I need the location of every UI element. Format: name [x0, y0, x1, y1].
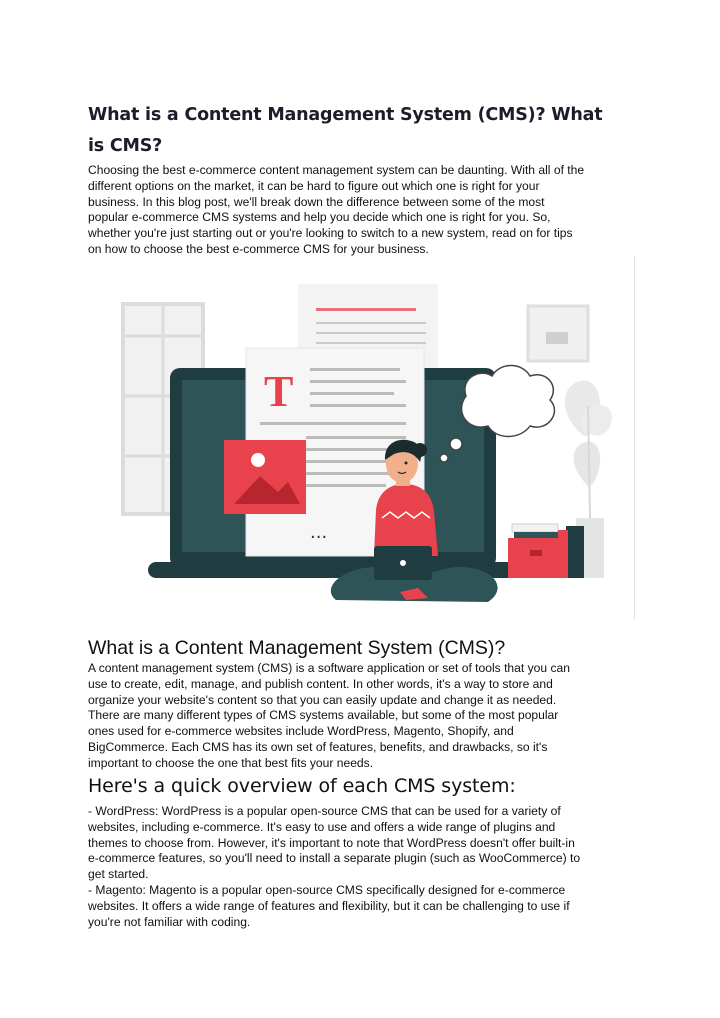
text-line: popular e-commerce CMS systems and help you decide which one is right for you. So,: [88, 210, 551, 225]
intro-paragraph: [88, 163, 648, 258]
section-paragraph: [88, 661, 648, 772]
text-line: BigCommerce. Each CMS has its own set of features, benefits, and drawbacks, so it's: [88, 739, 548, 754]
section-heading: What is a Content Management System (CMS)?: [88, 637, 506, 659]
files-box-icon: [508, 524, 584, 578]
text-line: There are many different types of CMS systems available, but some of the most popular: [88, 708, 559, 723]
image-card-icon: [224, 440, 306, 514]
text-line: A content management system (CMS) is a software application or set of tools that you can: [88, 661, 570, 675]
text-line: - WordPress: WordPress is a popular open-source CMS that can be used for a variety of: [88, 804, 561, 818]
text-line: different options on the market, it can be hard to figure out which one is right for your: [88, 178, 540, 193]
doc-letter: T: [264, 367, 294, 416]
title-line: is CMS?: [88, 136, 163, 156]
text-line: e-commerce features, so you'll need to install a separate plugin (such as WooCommerce) to: [88, 851, 581, 866]
article-title: [88, 100, 648, 162]
text-line: on how to choose the best e-commerce CMS for your business.: [88, 241, 429, 256]
text-line: websites, including e-commerce. It's easy to use and offers a wide range of plugins and: [88, 819, 556, 834]
text-line: important to choose the one that best fits your needs.: [88, 755, 374, 770]
text-line: get started.: [88, 867, 149, 882]
cms-illustration: [88, 256, 635, 620]
wall-frame-icon: [528, 306, 588, 361]
text-line: websites. It offers a wide range of features and flexibility, but it can be challenging to use if: [88, 898, 570, 913]
overview-heading: Here's a quick overview of each CMS system:: [88, 775, 516, 797]
text-line: whether you're just starting out or you're looking to switch to a new system, read on for tips: [88, 226, 573, 241]
doc-dots: ...: [310, 522, 328, 543]
text-line: themes to choose from. However, it's important to note that WordPress doesn't offer built-in: [88, 835, 575, 850]
cms-illustration-svg: [88, 256, 634, 620]
text-line: Choosing the best e-commerce content management system can be daunting. With all of the: [88, 163, 585, 177]
text-line: organize your website's content so that you can easily update and change it as needed.: [88, 692, 557, 707]
text-line: you're not familiar with coding.: [88, 914, 251, 929]
text-line: ones used for e-commerce websites include WordPress, Magento, Shopify, and: [88, 724, 514, 739]
overview-paragraph: [88, 804, 648, 930]
text-line: - Magento: Magento is a popular open-source CMS specifically designed for e-commerce: [88, 882, 566, 897]
text-line: business. In this blog post, we'll break down the difference between some of the most: [88, 194, 545, 209]
title-line: What is a Content Management System (CMS)? What: [88, 105, 603, 125]
text-line: use to create, edit, manage, and publish content. In other words, it's a way to store and: [88, 676, 553, 691]
